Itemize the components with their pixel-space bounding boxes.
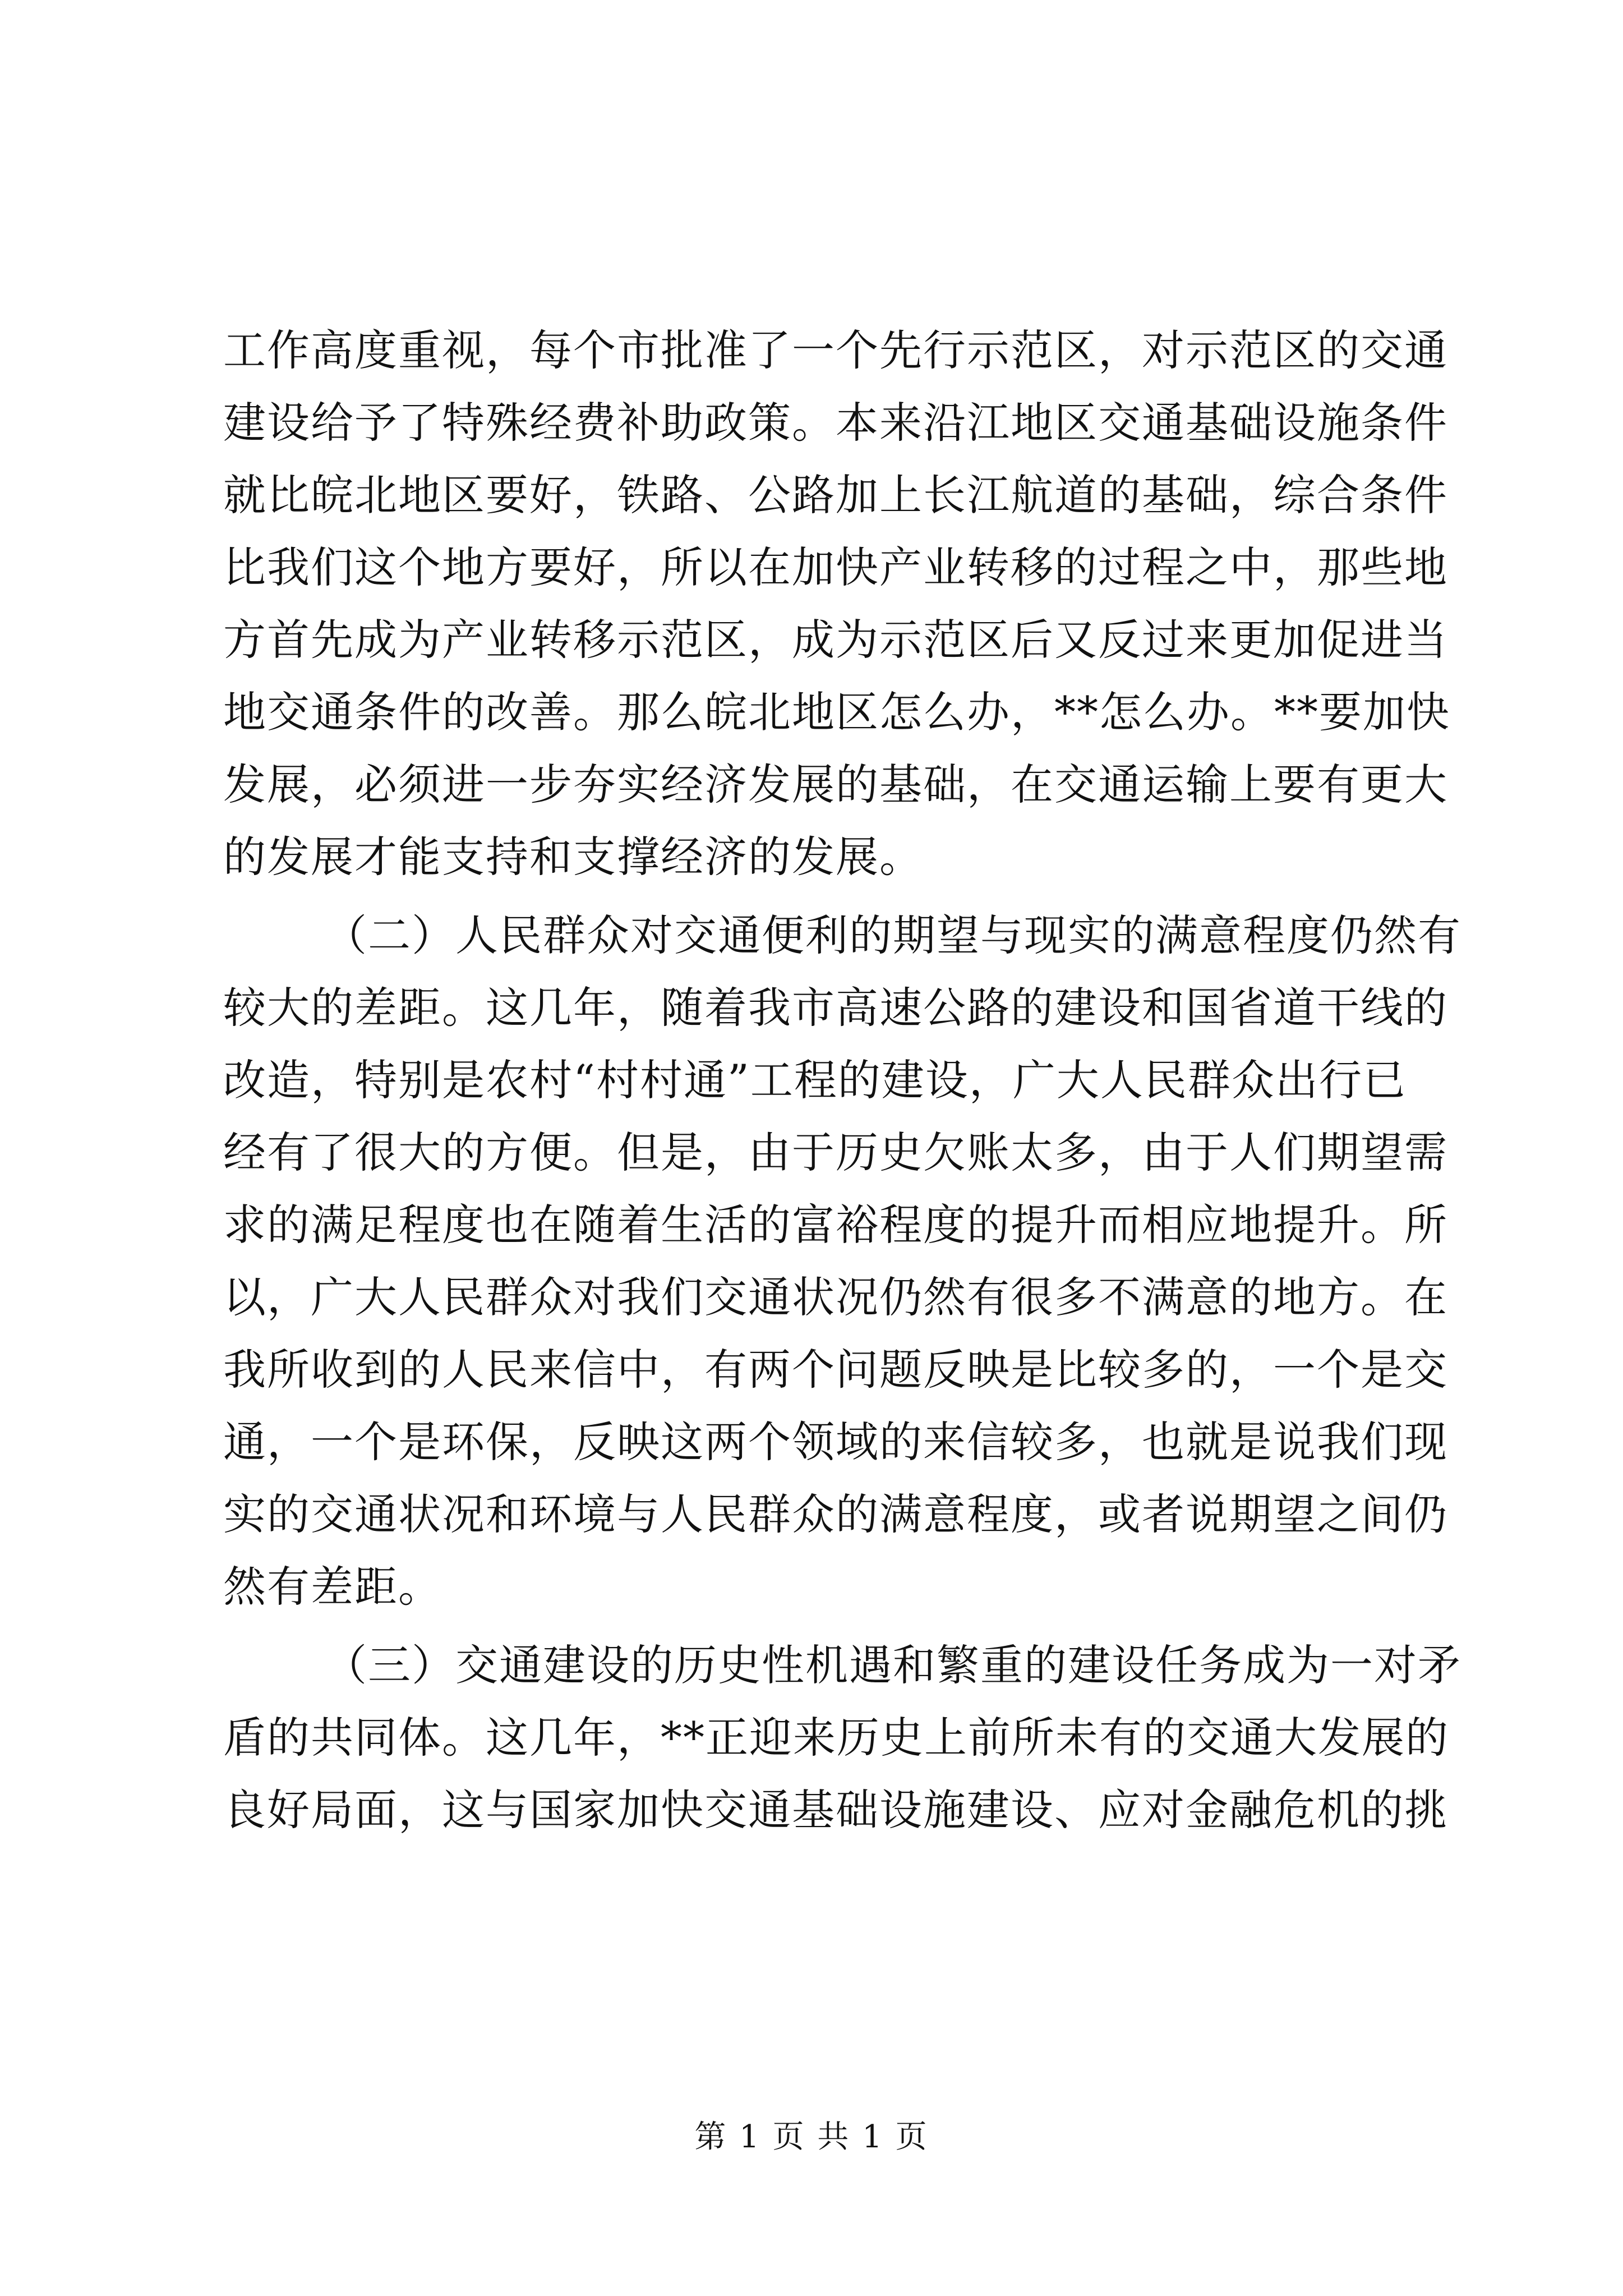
text-line: 盾的共同体。这几年，**正迎来历史上前所未有的交通大发展的 xyxy=(223,1713,1449,1763)
text-line: 通，一个是环保，反映这两个领域的来信较多，也就是说我们现 xyxy=(223,1417,1448,1467)
text-line: 地交通条件的改善。那么皖北地区怎么办，**怎么办。**要加快 xyxy=(223,687,1450,737)
text-line: 然有差距。 xyxy=(223,1562,442,1612)
paragraph-section-three xyxy=(223,1629,1461,1846)
text-line: 方首先成为产业转移示范区，成为示范区后又反过来更加促进当 xyxy=(223,615,1448,665)
text-line: 改造，特别是农村“村村通”工程的建设，广大人民群众出行已 xyxy=(223,1055,1407,1105)
text-line: （三）交通建设的历史性机遇和繁重的建设任务成为一对矛 xyxy=(324,1640,1461,1690)
text-line: 我所收到的人民来信中，有两个问题反映是比较多的，一个是交 xyxy=(223,1345,1448,1395)
paragraph xyxy=(223,314,1450,893)
text-line: 以，广大人民群众对我们交通状况仍然有很多不满意的地方。在 xyxy=(223,1272,1448,1322)
text-line: 经有了很大的方便。但是，由于历史欠账太多，由于人们期望需 xyxy=(223,1128,1448,1177)
text-line: 的发展才能支持和支撑经济的发展。 xyxy=(223,832,923,882)
text-line: （二）人民群众对交通便利的期望与现实的满意程度仍然有 xyxy=(324,910,1461,960)
text-line: 比我们这个地方要好，所以在加快产业转移的过程之中，那些地 xyxy=(223,542,1448,592)
text-line: 工作高度重视，每个市批准了一个先行示范区，对示范区的交通 xyxy=(223,325,1448,375)
text-line: 良好局面，这与国家加快交通基础设施建设、应对金融危机的挑 xyxy=(223,1785,1448,1835)
paragraph-section-two xyxy=(223,899,1461,1623)
text-line: 实的交通状况和环境与人民群众的满意程度，或者说期望之间仍 xyxy=(223,1489,1448,1539)
text-line: 建设给予了特殊经费补助政策。本来沿江地区交通基础设施条件 xyxy=(223,398,1448,448)
text-line: 求的满足程度也在随着生活的富裕程度的提升而相应地提升。所 xyxy=(223,1200,1448,1250)
text-line: 就比皖北地区要好，铁路、公路加上长江航道的基础，综合条件 xyxy=(223,470,1448,520)
page-footer: 第 1 页 共 1 页 xyxy=(694,2119,929,2155)
text-line: 较大的差距。这几年，随着我市高速公路的建设和国省道干线的 xyxy=(223,983,1448,1033)
text-line: 发展，必须进一步夯实经济发展的基础，在交通运输上要有更大 xyxy=(223,760,1448,809)
body-text xyxy=(223,314,1461,1846)
